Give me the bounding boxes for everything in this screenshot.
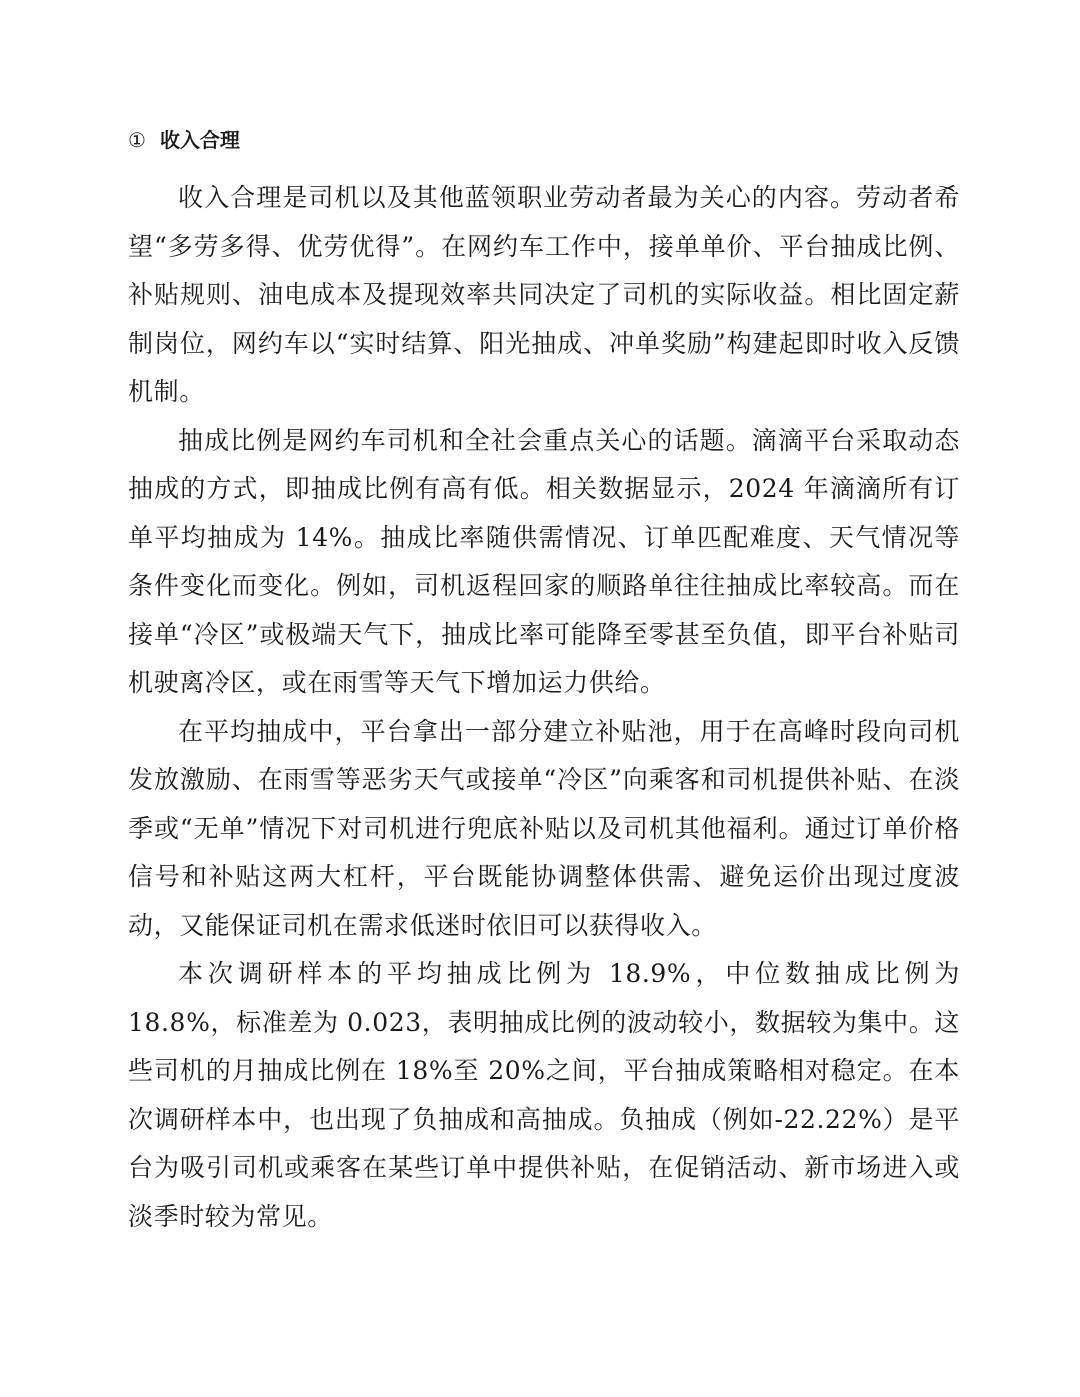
body-text [128,174,960,1241]
section-title: 收入合理 [159,128,240,152]
paragraph-survey-results: 本次调研样本的平均抽成比例为 18.9%，中位数抽成比例为 18.8%，标准差为 0.023，表明抽成比例的波动较小，数据较为集中。这些司机的月抽成比例在 18%至 20%之间，平台抽成策略相对稳定。在本次调研样本中，也出现了负抽成和高抽成。负抽成（例如-22.22%）是平台为吸引司机或乘客在某些订单中提供补贴，在促销活动、新市场进入或淡季时较为常见。 [128,959,960,1231]
paragraph-subsidy-pool: 在平均抽成中，平台拿出一部分建立补贴池，用于在高峰时段向司机发放激励、在雨雪等恶劣天气或接单“冷区”向乘客和司机提供补贴、在淡季或“无单”情况下对司机进行兜底补贴以及司机其他福利。通过订单价格信号和补贴这两大杠杆，平台既能协调整体供需、避免运价出现过度波动，又能保证司机在需求低迷时依旧可以获得收入。 [128,716,960,940]
paragraph-commission-ratio: 抽成比例是网约车司机和全社会重点关心的话题。滴滴平台采取动态抽成的方式，即抽成比例有高有低。相关数据显示，2024 年滴滴所有订单平均抽成为 14%。抽成比率随供需情况、订单匹配难度、天气情况等条件变化而变化。例如，司机返程回家的顺路单往往抽成比率较高。而在接单“冷区”或极端天气下，抽成比率可能降至零甚至负值，即平台补贴司机驶离冷区，或在雨雪等天气下增加运力供给。 [128,425,960,697]
paragraph-income-importance: 收入合理是司机以及其他蓝领职业劳动者最为关心的内容。劳动者希望“多劳多得、优劳优得”。在网约车工作中，接单单价、平台抽成比例、补贴规则、油电成本及提现效率共同决定了司机的实际收益。相比固定薪制岗位，网约车以“实时结算、阳光抽成、冲单奖励”构建起即时收入反馈机制。 [128,183,960,406]
section-number: ① [128,128,146,152]
section-heading [128,122,240,158]
